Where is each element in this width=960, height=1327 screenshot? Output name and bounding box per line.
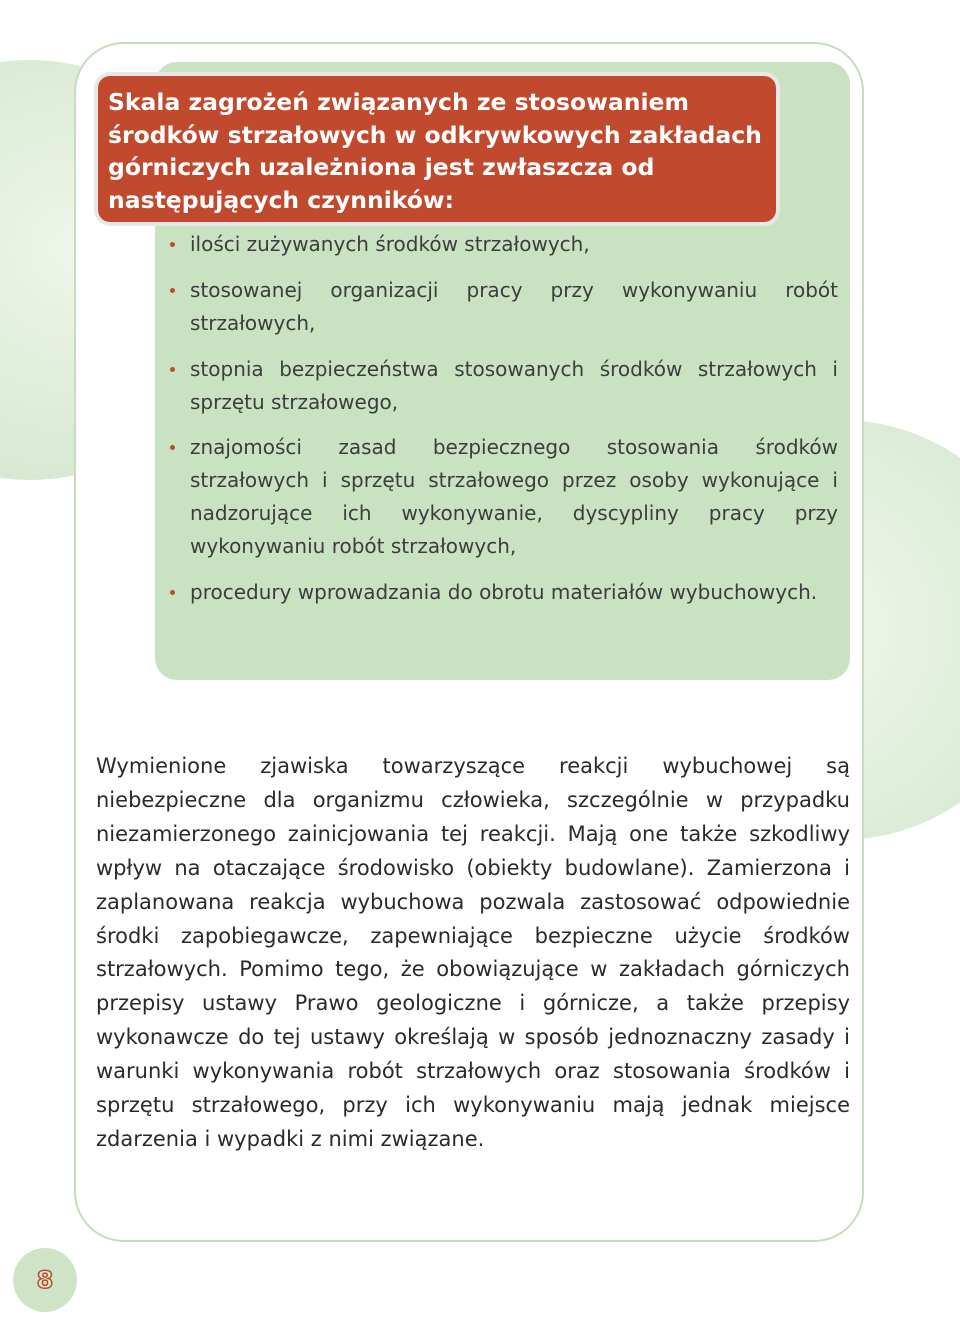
factors-header bbox=[98, 76, 776, 222]
factors-list bbox=[170, 228, 838, 622]
list-item bbox=[170, 576, 838, 609]
list-item-text: ilości zużywanych środków strzałowych, bbox=[190, 232, 590, 256]
list-item bbox=[170, 431, 838, 563]
bullet-icon bbox=[170, 367, 175, 372]
list-item-text: procedury wprowadzania do obrotu materiałów wybuchowych. bbox=[190, 580, 818, 604]
factors-header-title: Skala zagrożeń związanych ze stosowaniem środków strzałowych w odkrywkowych zakładach górniczych uzależniona jest zwłaszcza od następujących czynników: bbox=[108, 88, 762, 214]
bullet-icon bbox=[170, 242, 175, 247]
page-number: 8 bbox=[36, 1266, 54, 1294]
body-paragraph: Wymienione zjawiska towarzyszące reakcji wybuchowej są niebezpieczne dla organizmu człowieka, szczególnie w przypadku niezamierzonego zainicjowania tej reakcji. Mają one także szkodliwy wpływ na otaczające środowisko (obiekty budowlane). Zamierzona i zaplanowana reakcja wybuchowa pozwala zastosować odpowiednie środki zapobiegawcze, zapewniające bezpieczne użycie środków strzałowych. Pomimo tego, że obowiązujące w zakładach górniczych przepisy ustawy Prawo geologiczne i górnicze, a także przepisy wykonawcze do tej ustawy określają w sposób jednoznaczny zasady i warunki wykonywania robót strzałowych oraz stosowania środków i sprzętu strzałowego, przy ich wykonywaniu mają jednak miejsce zdarzenia i wypadki z nimi związane. bbox=[96, 754, 850, 1151]
bullet-icon bbox=[170, 288, 175, 293]
page-number-badge bbox=[13, 1248, 77, 1312]
list-item bbox=[170, 228, 838, 261]
bullet-icon bbox=[170, 590, 175, 595]
list-item bbox=[170, 274, 838, 340]
bullet-icon bbox=[170, 445, 175, 450]
list-item-text: znajomości zasad bezpiecznego stosowania środków strzałowych i sprzętu strzałowego przez osoby wykonujące i nadzorujące ich wykonywanie, dyscypliny pracy przy wykonywaniu robót strzałowych, bbox=[190, 435, 838, 558]
list-item bbox=[170, 353, 838, 419]
list-item-text: stosowanej organizacji pracy przy wykonywaniu robót strzałowych, bbox=[190, 278, 838, 335]
list-item-text: stopnia bezpieczeństwa stosowanych środków strzałowych i sprzętu strzałowego, bbox=[190, 357, 838, 414]
